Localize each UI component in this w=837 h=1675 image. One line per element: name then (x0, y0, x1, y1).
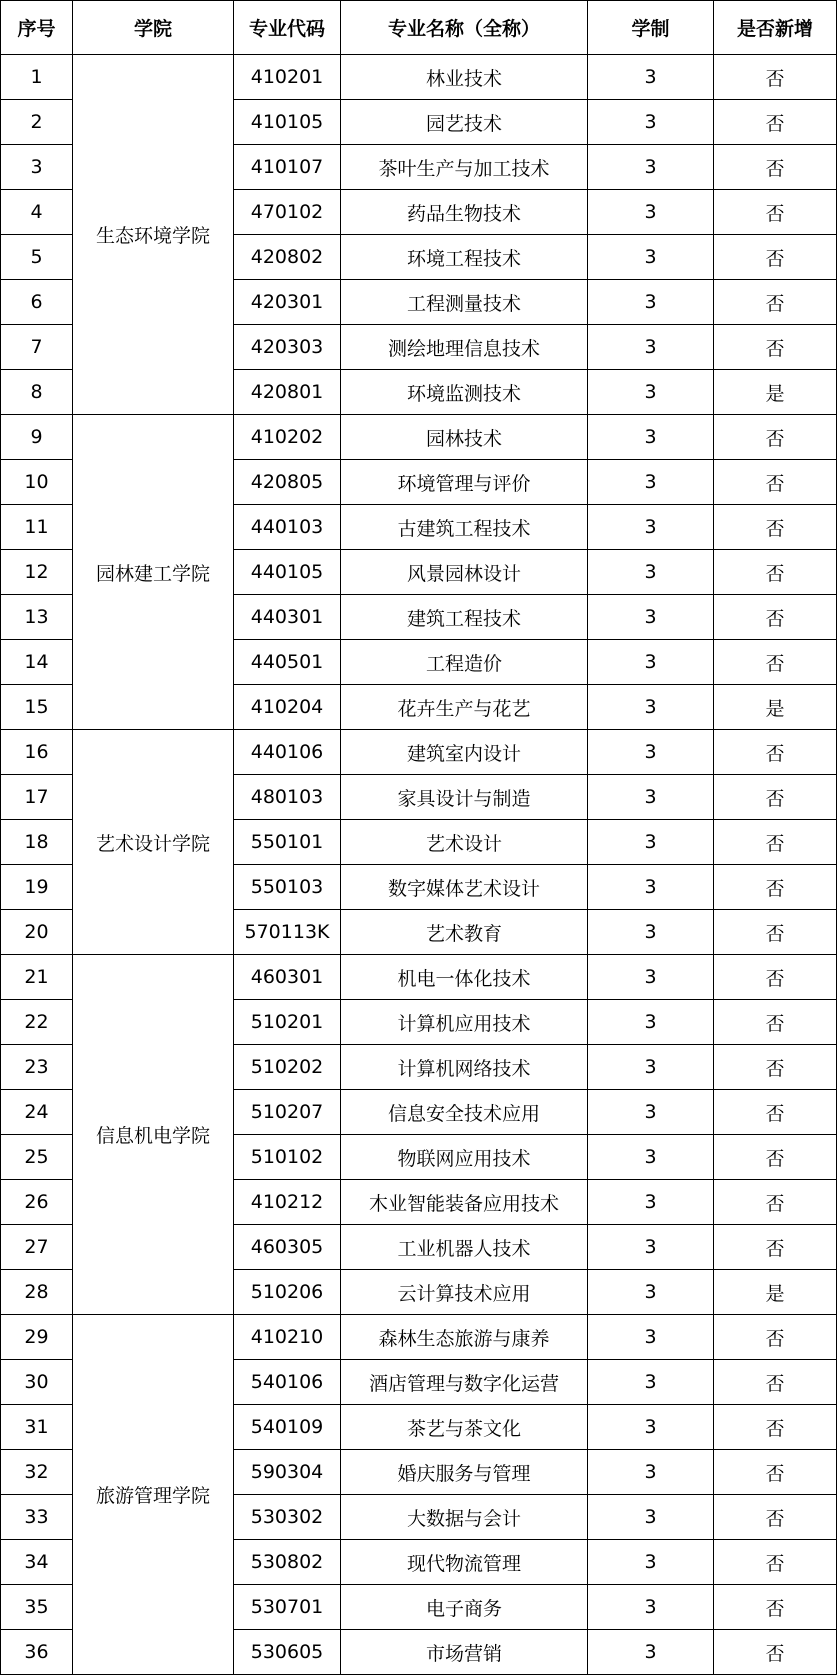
major-name-cell: 婚庆服务与管理 (341, 1450, 588, 1495)
row-number-cell: 16 (1, 730, 73, 775)
college-cell: 信息机电学院 (73, 955, 234, 1315)
college-cell: 园林建工学院 (73, 415, 234, 730)
is-new-cell: 否 (714, 325, 837, 370)
row-number-cell: 33 (1, 1495, 73, 1540)
major-name-cell: 工程测量技术 (341, 280, 588, 325)
major-code-cell: 420303 (234, 325, 341, 370)
table-row (1, 1315, 837, 1360)
row-number-cell: 2 (1, 100, 73, 145)
is-new-cell: 否 (714, 775, 837, 820)
duration-cell: 3 (588, 775, 714, 820)
major-code-cell: 530605 (234, 1630, 341, 1675)
duration-cell: 3 (588, 1540, 714, 1585)
major-name-cell: 茶叶生产与加工技术 (341, 145, 588, 190)
duration-cell: 3 (588, 1495, 714, 1540)
major-code-cell: 510202 (234, 1045, 341, 1090)
duration-cell: 3 (588, 1045, 714, 1090)
duration-cell: 3 (588, 955, 714, 1000)
duration-cell: 3 (588, 820, 714, 865)
duration-cell: 3 (588, 145, 714, 190)
is-new-cell: 否 (714, 415, 837, 460)
duration-cell: 3 (588, 1000, 714, 1045)
is-new-cell: 否 (714, 640, 837, 685)
table-row (1, 55, 837, 100)
duration-cell: 3 (588, 1450, 714, 1495)
major-name-cell: 云计算技术应用 (341, 1270, 588, 1315)
duration-cell: 3 (588, 100, 714, 145)
duration-cell: 3 (588, 1135, 714, 1180)
major-code-cell: 410204 (234, 685, 341, 730)
major-name-cell: 物联网应用技术 (341, 1135, 588, 1180)
duration-cell: 3 (588, 1585, 714, 1630)
header-years: 学制 (588, 1, 714, 55)
duration-cell: 3 (588, 415, 714, 460)
is-new-cell: 否 (714, 820, 837, 865)
duration-cell: 3 (588, 1315, 714, 1360)
is-new-cell: 否 (714, 100, 837, 145)
major-name-cell: 茶艺与茶文化 (341, 1405, 588, 1450)
is-new-cell: 否 (714, 1000, 837, 1045)
is-new-cell: 否 (714, 190, 837, 235)
major-code-cell: 410201 (234, 55, 341, 100)
row-number-cell: 4 (1, 190, 73, 235)
is-new-cell: 否 (714, 1540, 837, 1585)
major-code-cell: 420301 (234, 280, 341, 325)
major-name-cell: 园艺技术 (341, 100, 588, 145)
college-cell: 旅游管理学院 (73, 1315, 234, 1675)
major-name-cell: 建筑室内设计 (341, 730, 588, 775)
duration-cell: 3 (588, 1180, 714, 1225)
is-new-cell: 否 (714, 1225, 837, 1270)
duration-cell: 3 (588, 595, 714, 640)
major-name-cell: 数字媒体艺术设计 (341, 865, 588, 910)
major-name-cell: 园林技术 (341, 415, 588, 460)
row-number-cell: 1 (1, 55, 73, 100)
is-new-cell: 否 (714, 1315, 837, 1360)
is-new-cell: 否 (714, 235, 837, 280)
row-number-cell: 19 (1, 865, 73, 910)
row-number-cell: 31 (1, 1405, 73, 1450)
major-name-cell: 艺术教育 (341, 910, 588, 955)
major-name-cell: 木业智能装备应用技术 (341, 1180, 588, 1225)
row-number-cell: 30 (1, 1360, 73, 1405)
duration-cell: 3 (588, 280, 714, 325)
major-code-cell: 440105 (234, 550, 341, 595)
header-row (1, 1, 837, 55)
row-number-cell: 18 (1, 820, 73, 865)
major-code-cell: 420801 (234, 370, 341, 415)
major-name-cell: 现代物流管理 (341, 1540, 588, 1585)
major-name-cell: 古建筑工程技术 (341, 505, 588, 550)
major-code-cell: 440103 (234, 505, 341, 550)
major-code-cell: 410212 (234, 1180, 341, 1225)
major-code-cell: 530802 (234, 1540, 341, 1585)
row-number-cell: 13 (1, 595, 73, 640)
major-code-cell: 510206 (234, 1270, 341, 1315)
is-new-cell: 否 (714, 1630, 837, 1675)
major-code-cell: 410105 (234, 100, 341, 145)
major-name-cell: 测绘地理信息技术 (341, 325, 588, 370)
major-code-cell: 530302 (234, 1495, 341, 1540)
row-number-cell: 25 (1, 1135, 73, 1180)
major-name-cell: 酒店管理与数字化运营 (341, 1360, 588, 1405)
major-name-cell: 风景园林设计 (341, 550, 588, 595)
major-name-cell: 环境监测技术 (341, 370, 588, 415)
header-college: 学院 (73, 1, 234, 55)
major-name-cell: 信息安全技术应用 (341, 1090, 588, 1135)
major-name-cell: 建筑工程技术 (341, 595, 588, 640)
major-code-cell: 530701 (234, 1585, 341, 1630)
row-number-cell: 3 (1, 145, 73, 190)
row-number-cell: 27 (1, 1225, 73, 1270)
major-code-cell: 460305 (234, 1225, 341, 1270)
college-cell: 艺术设计学院 (73, 730, 234, 955)
duration-cell: 3 (588, 1225, 714, 1270)
row-number-cell: 20 (1, 910, 73, 955)
major-code-cell: 540109 (234, 1405, 341, 1450)
major-code-cell: 470102 (234, 190, 341, 235)
major-name-cell: 市场营销 (341, 1630, 588, 1675)
is-new-cell: 否 (714, 550, 837, 595)
is-new-cell: 否 (714, 1090, 837, 1135)
is-new-cell: 否 (714, 145, 837, 190)
major-name-cell: 机电一体化技术 (341, 955, 588, 1000)
is-new-cell: 否 (714, 280, 837, 325)
major-code-cell: 590304 (234, 1450, 341, 1495)
major-code-cell: 540106 (234, 1360, 341, 1405)
row-number-cell: 34 (1, 1540, 73, 1585)
is-new-cell: 否 (714, 730, 837, 775)
is-new-cell: 否 (714, 505, 837, 550)
header-new: 是否新增 (714, 1, 837, 55)
major-code-cell: 510102 (234, 1135, 341, 1180)
major-name-cell: 环境管理与评价 (341, 460, 588, 505)
duration-cell: 3 (588, 190, 714, 235)
major-name-cell: 药品生物技术 (341, 190, 588, 235)
header-no: 序号 (1, 1, 73, 55)
major-name-cell: 电子商务 (341, 1585, 588, 1630)
duration-cell: 3 (588, 640, 714, 685)
major-code-cell: 420805 (234, 460, 341, 505)
major-code-cell: 480103 (234, 775, 341, 820)
major-code-cell: 440501 (234, 640, 341, 685)
is-new-cell: 否 (714, 595, 837, 640)
is-new-cell: 否 (714, 1045, 837, 1090)
row-number-cell: 24 (1, 1090, 73, 1135)
duration-cell: 3 (588, 1270, 714, 1315)
is-new-cell: 否 (714, 1495, 837, 1540)
is-new-cell: 否 (714, 1450, 837, 1495)
row-number-cell: 8 (1, 370, 73, 415)
row-number-cell: 6 (1, 280, 73, 325)
duration-cell: 3 (588, 235, 714, 280)
major-code-cell: 420802 (234, 235, 341, 280)
is-new-cell: 否 (714, 1360, 837, 1405)
is-new-cell: 是 (714, 685, 837, 730)
major-code-cell: 460301 (234, 955, 341, 1000)
row-number-cell: 35 (1, 1585, 73, 1630)
row-number-cell: 9 (1, 415, 73, 460)
row-number-cell: 12 (1, 550, 73, 595)
major-name-cell: 花卉生产与花艺 (341, 685, 588, 730)
row-number-cell: 28 (1, 1270, 73, 1315)
is-new-cell: 否 (714, 55, 837, 100)
is-new-cell: 否 (714, 1180, 837, 1225)
is-new-cell: 否 (714, 1585, 837, 1630)
major-name-cell: 工程造价 (341, 640, 588, 685)
duration-cell: 3 (588, 370, 714, 415)
major-name-cell: 大数据与会计 (341, 1495, 588, 1540)
duration-cell: 3 (588, 550, 714, 595)
row-number-cell: 22 (1, 1000, 73, 1045)
duration-cell: 3 (588, 685, 714, 730)
major-code-cell: 570113K (234, 910, 341, 955)
major-name-cell: 林业技术 (341, 55, 588, 100)
duration-cell: 3 (588, 1630, 714, 1675)
table-row (1, 415, 837, 460)
row-number-cell: 5 (1, 235, 73, 280)
is-new-cell: 否 (714, 955, 837, 1000)
is-new-cell: 否 (714, 1405, 837, 1450)
table-header (1, 1, 837, 55)
major-code-cell: 550103 (234, 865, 341, 910)
major-code-cell: 440106 (234, 730, 341, 775)
row-number-cell: 10 (1, 460, 73, 505)
duration-cell: 3 (588, 460, 714, 505)
major-name-cell: 工业机器人技术 (341, 1225, 588, 1270)
is-new-cell: 否 (714, 910, 837, 955)
major-code-cell: 440301 (234, 595, 341, 640)
major-name-cell: 计算机网络技术 (341, 1045, 588, 1090)
duration-cell: 3 (588, 505, 714, 550)
duration-cell: 3 (588, 865, 714, 910)
is-new-cell: 否 (714, 460, 837, 505)
duration-cell: 3 (588, 325, 714, 370)
major-code-cell: 410107 (234, 145, 341, 190)
row-number-cell: 23 (1, 1045, 73, 1090)
major-code-cell: 510201 (234, 1000, 341, 1045)
header-name: 专业名称（全称） (341, 1, 588, 55)
table-row (1, 955, 837, 1000)
header-code: 专业代码 (234, 1, 341, 55)
duration-cell: 3 (588, 1090, 714, 1135)
is-new-cell: 是 (714, 370, 837, 415)
row-number-cell: 36 (1, 1630, 73, 1675)
duration-cell: 3 (588, 1405, 714, 1450)
row-number-cell: 14 (1, 640, 73, 685)
is-new-cell: 否 (714, 1135, 837, 1180)
major-code-cell: 410202 (234, 415, 341, 460)
row-number-cell: 29 (1, 1315, 73, 1360)
major-name-cell: 计算机应用技术 (341, 1000, 588, 1045)
is-new-cell: 否 (714, 865, 837, 910)
major-name-cell: 艺术设计 (341, 820, 588, 865)
major-name-cell: 家具设计与制造 (341, 775, 588, 820)
row-number-cell: 26 (1, 1180, 73, 1225)
major-code-cell: 510207 (234, 1090, 341, 1135)
duration-cell: 3 (588, 910, 714, 955)
college-cell: 生态环境学院 (73, 55, 234, 415)
major-name-cell: 森林生态旅游与康养 (341, 1315, 588, 1360)
table-row (1, 730, 837, 775)
row-number-cell: 11 (1, 505, 73, 550)
row-number-cell: 7 (1, 325, 73, 370)
row-number-cell: 21 (1, 955, 73, 1000)
major-name-cell: 环境工程技术 (341, 235, 588, 280)
duration-cell: 3 (588, 55, 714, 100)
row-number-cell: 32 (1, 1450, 73, 1495)
table-body (1, 55, 837, 1675)
duration-cell: 3 (588, 1360, 714, 1405)
row-number-cell: 17 (1, 775, 73, 820)
row-number-cell: 15 (1, 685, 73, 730)
major-code-cell: 550101 (234, 820, 341, 865)
is-new-cell: 是 (714, 1270, 837, 1315)
major-code-cell: 410210 (234, 1315, 341, 1360)
duration-cell: 3 (588, 730, 714, 775)
